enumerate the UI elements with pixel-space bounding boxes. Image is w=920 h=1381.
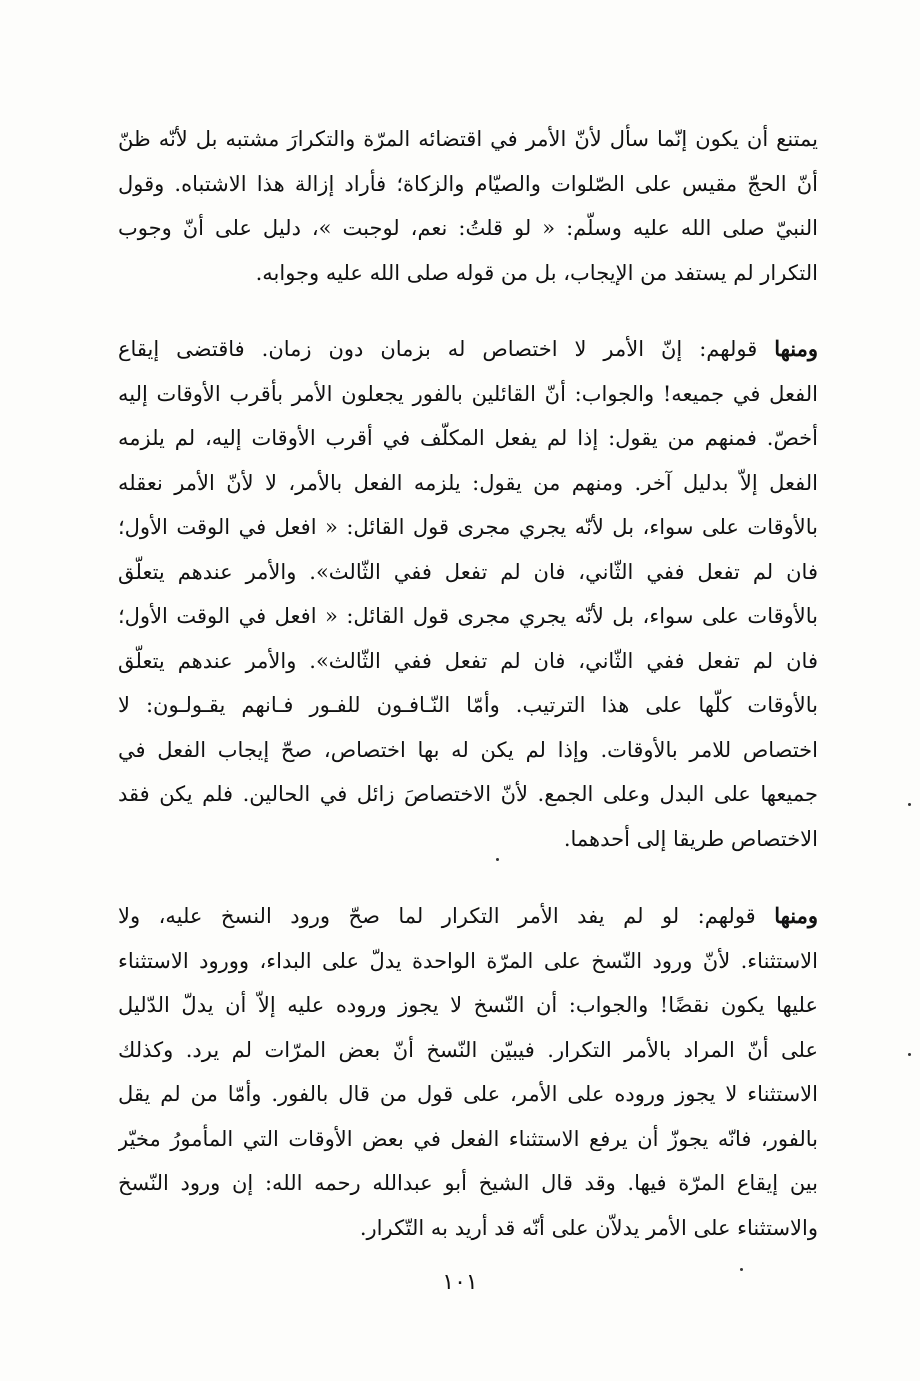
paragraph-1 bbox=[118, 117, 818, 295]
scan-speck bbox=[740, 1268, 743, 1271]
text-line: أخصّ. فمنهم من يقول: إذا لم يفعل المكلّف في أقرب الأوقات إليه، لم يلزمه bbox=[118, 426, 818, 450]
text-line: بين إيقاع المرّة فيها. وقد قال الشيخ أبو عبدالله رحمه الله: إن ورود النّسخ bbox=[118, 1171, 818, 1195]
scan-speck bbox=[908, 803, 911, 806]
text-line: جميعها على البدل وعلى الجمع. لأنّ الاختصاصَ زائل في الحالين. فلم يكن فقد bbox=[118, 782, 818, 806]
text-line: أنّ الحجّ مقيس على الصّلوات والصيّام والزكاة؛ فأراد إزالة هذا الاشتباه. وقول bbox=[118, 171, 818, 196]
scan-speck bbox=[908, 1053, 911, 1056]
text-line: ومنها قولهم: إنّ الأمر لا اختصاص له بزمان دون زمان. فاقتضى إيقاع bbox=[118, 336, 818, 361]
paragraph-lead-word: ومنها bbox=[774, 336, 818, 361]
text-line: بالأوقات على سواء، بل لأنّه يجري مجرى قول القائل: « افعل في الوقت الأول؛ bbox=[118, 515, 818, 539]
text-line: الاستثناء. لأنّ ورود النّسخ على المرّة الواحدة يدلّ على البداء، وورود الاستثناء bbox=[118, 948, 818, 973]
text-line: فان لم تفعل ففي الثّاني، فان لم تفعل ففي الثّالث». والأمر عندهم يتعلّق bbox=[118, 559, 818, 584]
page-number: ١٠١ bbox=[442, 1270, 478, 1295]
text-line: التكرار لم يستفد من الإيجاب، بل من قوله صلى الله عليه وجوابه. bbox=[255, 260, 818, 285]
text-line: النبيّ صلى الله عليه وسلّم: « لو قلتُ: نعم، لوجبت »، دليل على أنّ وجوب bbox=[118, 216, 818, 240]
text-line: فان لم تفعل ففي الثّاني، فان لم تفعل ففي الثّالث». والأمر عندهم يتعلّق bbox=[118, 648, 818, 673]
text-line: بالفور، فانّه يجوزّ أن يرفع الاستثناء الفعل في بعض الأوقات التي المأمورُ مخيّر bbox=[118, 1126, 818, 1151]
text-line: الفعل إلاّ بدليل آخر. ومنهم من يقول: يلزمه الفعل بالأمر، لا لأنّ الأمر نعقله bbox=[118, 470, 818, 495]
text-line: يمتنع أن يكون إنّما سأل لأنّ الأمر في اقتضائه المرّة والتكرارَ مشتبه بل لأنّه ظنّ bbox=[118, 127, 818, 151]
paragraph-2 bbox=[118, 327, 818, 861]
text-line: اختصاص للامر بالأوقات. وإذا لم يكن له بها اختصاص، صحّ إيجاب الفعل في bbox=[118, 737, 818, 762]
scan-speck bbox=[496, 858, 499, 861]
text-line: على أنّ المراد بالأمر التكرار. فيبيّن النّسخ أنّ بعض المرّات لم يرد. وكذلك bbox=[118, 1037, 818, 1062]
text-line: والاستثناء على الأمر يدلاّن على أنّه قد أريد به التّكرار. bbox=[359, 1215, 818, 1240]
text-line: الاختصاص طريقا إلى أحدهما. bbox=[563, 826, 818, 851]
text-line: بالأوقات على سواء، بل لأنّه يجري مجرى قول القائل: « افعل في الوقت الأول؛ bbox=[118, 604, 818, 628]
paragraph-lead-word: ومنها bbox=[774, 903, 818, 928]
text-line: بالأوقات كلّها على هذا الترتيب. وأمّا النّـافـون للفـور فـانهم يقـولـون: لا bbox=[118, 693, 818, 717]
paragraph-3 bbox=[118, 894, 818, 1250]
text-line: الاستثناء لا يجوز وروده على الأمر، على قول من قال بالفور. وأمّا من لم يقل bbox=[118, 1082, 818, 1106]
text-line: ومنها قولهم: لو لم يفد الأمر التكرار لما صحّ ورود النسخ عليه، ولا bbox=[118, 903, 818, 928]
text-line: الفعل في جميعه! والجواب: أنّ القائلين بالفور يجعلون الأمر بأقرب الأوقات إليه bbox=[118, 381, 818, 406]
text-line: عليها يكون نقضًا! والجواب: أن النّسخ لا يجوز وروده عليه إلاّ أن يدلّ الدّليل bbox=[118, 993, 818, 1017]
